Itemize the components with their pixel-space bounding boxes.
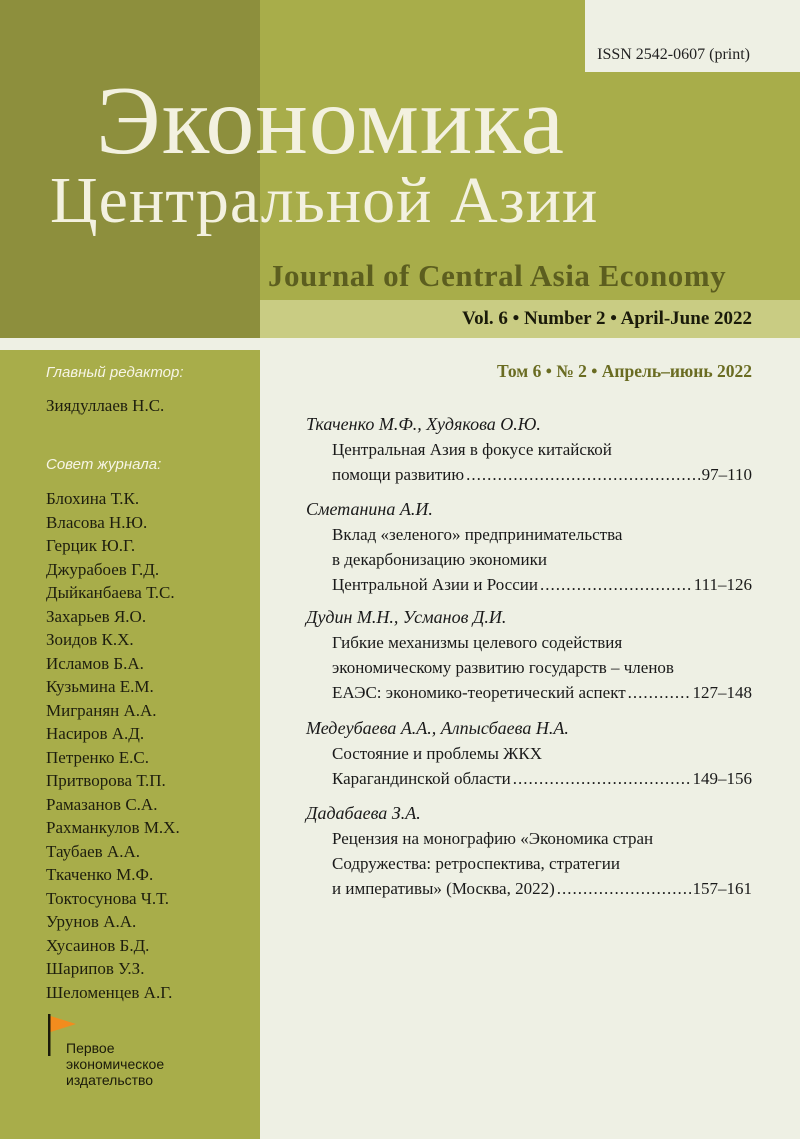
board-member: Таубаев А.А.: [46, 841, 140, 861]
board-member: Урунов А.А.: [46, 912, 137, 931]
board-member: Исламов Б.А.: [46, 653, 144, 673]
editor-name: Зиядуллаев Н.С.: [46, 396, 165, 415]
article-title-line: в декарбонизацию экономики: [332, 550, 547, 569]
journal-title-line2: Центральной Азии: [50, 164, 599, 237]
article-pages: 157–161: [692, 879, 752, 898]
toc-article: [306, 801, 752, 901]
board-list: [46, 487, 180, 1004]
article-title-line: [332, 680, 752, 705]
publisher-line: Первое: [66, 1040, 115, 1056]
article-title-line: Рецензия на монографию «Экономика стран: [332, 829, 654, 848]
article-authors: Сметанина А.И.: [306, 499, 433, 519]
article-pages: 97–110: [701, 465, 752, 484]
board-member: Шарипов У.З.: [46, 959, 145, 978]
article-authors: Дудин М.Н., Усманов Д.И.: [306, 607, 507, 627]
publisher-line: издательство: [66, 1072, 154, 1088]
article-title-text: Карагандинской области: [332, 769, 511, 788]
board-member: Захарьев Я.О.: [46, 606, 147, 626]
board-member: Притворова Т.П.: [46, 771, 166, 790]
board-member: Петренко Е.С.: [46, 747, 149, 767]
article-title-line: Вклад «зеленого» предпринимательства: [332, 525, 623, 544]
board-member: Насиров А.Д.: [46, 724, 145, 743]
board-member: Блохина Т.К.: [46, 489, 140, 508]
article-title-line: Состояние и проблемы ЖКХ: [332, 744, 542, 763]
board-member: Шеломенцев А.Г.: [46, 982, 173, 1002]
article-authors: Дадабаева З.А.: [306, 803, 421, 823]
article-authors: Ткаченко М.Ф., Худякова О.Ю.: [306, 414, 541, 434]
article-title-line: Центральная Азия в фокусе китайской: [332, 440, 612, 459]
article-title-line: Гибкие механизмы целевого содействия: [332, 633, 623, 652]
article-title-text: помощи развитию: [332, 465, 465, 484]
article-title-line: [332, 462, 752, 487]
board-member: Рахманкулов М.Х.: [46, 818, 180, 837]
board-member: Джурабоев Г.Д.: [46, 559, 160, 579]
board-member: Власова Н.Ю.: [46, 512, 148, 532]
publisher-line: экономическое: [66, 1056, 165, 1072]
article-authors: Медеубаева А.А., Алпысбаева Н.А.: [306, 718, 569, 738]
article-pages: 127–148: [692, 683, 752, 702]
article-title-line: [332, 876, 752, 901]
editor-label: Главный редактор:: [46, 364, 184, 381]
issn-text: ISSN 2542-0607 (print): [597, 46, 750, 63]
board-label: Совет журнала:: [46, 456, 162, 473]
journal-title-line1: Экономика: [96, 67, 565, 175]
article-title-text: ЕАЭС: экономико-теоретический аспект: [332, 683, 626, 702]
board-member: Мигранян А.А.: [46, 700, 157, 720]
board-member: Рамазанов С.А.: [46, 794, 158, 814]
board-member: Дыйканбаева Т.С.: [46, 583, 175, 602]
separator: [0, 338, 800, 350]
leader-dots: [628, 680, 691, 705]
leader-dots: [466, 462, 700, 487]
article-title-text: и императивы» (Москва, 2022): [332, 879, 555, 898]
leader-dots: [513, 766, 691, 791]
board-member: Кузьмина Е.М.: [46, 677, 154, 696]
board-member: Токтосунова Ч.Т.: [46, 888, 170, 908]
publisher-name: [66, 1040, 164, 1088]
cover-olive-block-right: [585, 72, 800, 338]
board-member: Зоидов К.Х.: [46, 630, 134, 649]
board-member: Ткаченко М.Ф.: [46, 865, 154, 884]
journal-title-english: Journal of Central Asia Economy: [268, 258, 727, 293]
board-member: Хусаинов Б.Д.: [46, 935, 150, 955]
article-title-line: [332, 766, 752, 791]
article-title-line: Содружества: ретроспектива, стратегии: [332, 854, 620, 873]
leader-dots: [540, 572, 692, 597]
article-title-line: экономическому развитию государств – членов: [332, 658, 674, 677]
toc-article: [306, 605, 752, 705]
article-title-text: Центральной Азии и России: [332, 575, 538, 594]
volume-english: Vol. 6 • Number 2 • April-June 2022: [462, 308, 752, 329]
toc-article: [306, 412, 752, 487]
toc-article: [306, 497, 752, 597]
toc-article: [306, 716, 752, 791]
article-pages: 111–126: [693, 575, 752, 594]
board-member: Герцик Ю.Г.: [46, 536, 136, 555]
leader-dots: [557, 876, 691, 901]
article-title-line: [332, 572, 752, 597]
article-pages: 149–156: [692, 769, 752, 788]
volume-russian: Том 6 • № 2 • Апрель–июнь 2022: [496, 361, 752, 381]
cover-band-left: [0, 300, 260, 338]
